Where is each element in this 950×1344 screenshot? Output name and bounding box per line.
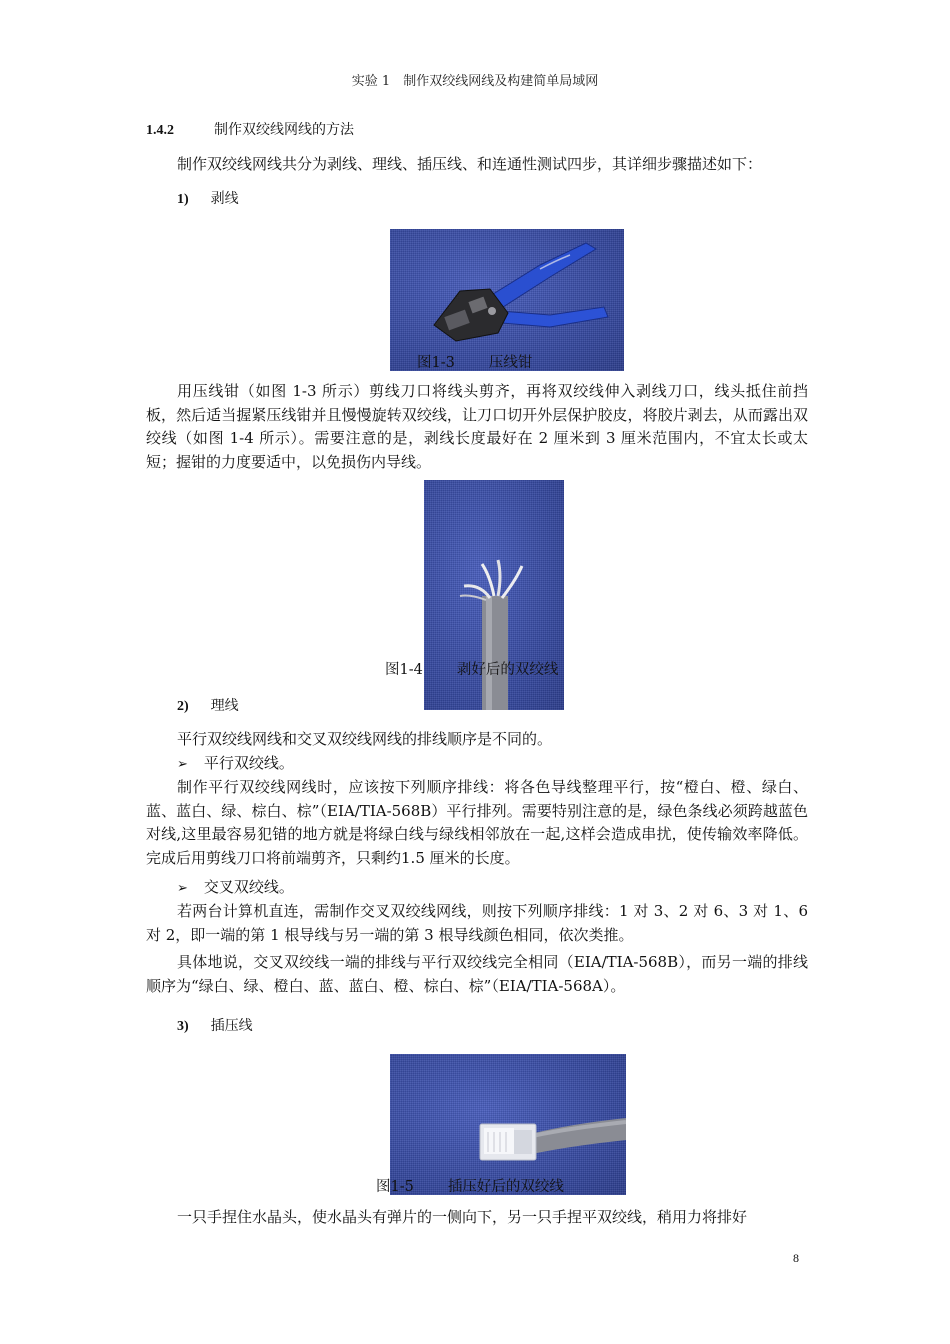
step-number: 2) bbox=[177, 699, 189, 714]
arrow-bullet-icon: ➢ bbox=[177, 757, 188, 772]
bullet-text: 交叉双绞线。 bbox=[203, 878, 294, 896]
figure-number: 图1-5 bbox=[376, 1179, 414, 1195]
sort-intro-paragraph: 平行双绞线网线和交叉双绞线网线的排线顺序是不同的。 bbox=[177, 730, 553, 748]
step-label: 剥线 bbox=[210, 191, 239, 207]
figure-number: 图1-3 bbox=[417, 355, 455, 371]
strip-paragraph: 用压线钳（如图 1-3 所示）剪线刀口将线头剪齐，再将双绞线伸入剥线刀口，线头抵住前挡板，然后适当握紧压线钳并且慢慢旋转双绞线，让刀口切开外层保护胶皮，将胶片剥去，从而露出双绞线（如图 1-4 所示）。需要注意的是，剥线长度最好在 2 厘米到 3 厘米范围内，不宜太长或太短；握钳的力度要适中，以免损伤内导线。 bbox=[146, 382, 808, 471]
intro-paragraph: 制作双绞线网线共分为剥线、理线、插压线、和连通性测试四步，其详细步骤描述如下： bbox=[177, 155, 763, 173]
section-heading bbox=[146, 119, 354, 139]
bullet-text: 平行双绞线。 bbox=[203, 754, 294, 772]
cross-paragraph: 若两台计算机直连，需制作交叉双绞线网线，则按下列顺序排线：1 对 3、2 对 6、3 对 1、6 对 2，即一端的第 1 根导线与另一端的第 3 根导线颜色相同，依次类推。 bbox=[146, 902, 808, 944]
step-number: 3) bbox=[177, 1019, 189, 1034]
arrow-bullet-icon: ➢ bbox=[177, 881, 188, 896]
section-number: 1.4.2 bbox=[146, 123, 174, 138]
parallel-paragraph: 制作平行双绞线网线时，应该按下列顺序排线：将各色导线整理平行，按“橙白、橙、绿白、蓝、蓝白、绿、棕白、棕”（EIA/TIA-568B）平行排列。需要特别注意的是，绿色条线必须跨越蓝色对线,这里最容易犯错的地方就是将绿白线与绿线相邻放在一起,这样会造成串扰，使传输效率降低。完成后用剪线刀口将前端剪齐，只剩约1.5 厘米的长度。 bbox=[146, 778, 808, 867]
bullet-cross bbox=[177, 876, 294, 897]
figure-1-4-caption bbox=[385, 658, 558, 679]
crimp-paragraph: 一只手捏住水晶头，使水晶头有弹片的一侧向下，另一只手捏平双绞线，稍用力将排好 bbox=[177, 1208, 748, 1226]
figure-number: 图1-4 bbox=[385, 662, 423, 678]
figure-title: 压线钳 bbox=[488, 355, 533, 371]
figure-title: 插压好后的双绞线 bbox=[447, 1179, 564, 1195]
step-label: 理线 bbox=[210, 698, 239, 714]
step-3-heading bbox=[177, 1015, 253, 1035]
page-number: 8 bbox=[793, 1251, 799, 1265]
bullet-parallel bbox=[177, 752, 294, 773]
crimping-tool-illustration bbox=[390, 229, 624, 371]
figure-crimped-cable bbox=[390, 1054, 626, 1195]
figure-title: 剥好后的双绞线 bbox=[456, 662, 559, 678]
figure-crimping-tool bbox=[390, 229, 624, 371]
running-header: 实验 1 制作双绞线网线及构建简单局域网 bbox=[351, 74, 599, 89]
step-number: 1) bbox=[177, 192, 189, 207]
figure-1-5-caption bbox=[376, 1175, 564, 1196]
cross-detail-paragraph: 具体地说，交叉双绞线一端的排线与平行双绞线完全相同（EIA/TIA-568B），而另一端的排线顺序为“绿白、绿、橙白、蓝、蓝白、橙、棕白、棕”（EIA/TIA-568A）。 bbox=[146, 953, 808, 995]
step-1-heading bbox=[177, 188, 239, 208]
step-2-heading bbox=[177, 695, 239, 715]
figure-1-3-caption bbox=[417, 351, 532, 372]
step-label: 插压线 bbox=[210, 1018, 253, 1034]
crimped-cable-illustration bbox=[390, 1054, 626, 1195]
section-title: 制作双绞线网线的方法 bbox=[214, 122, 354, 138]
